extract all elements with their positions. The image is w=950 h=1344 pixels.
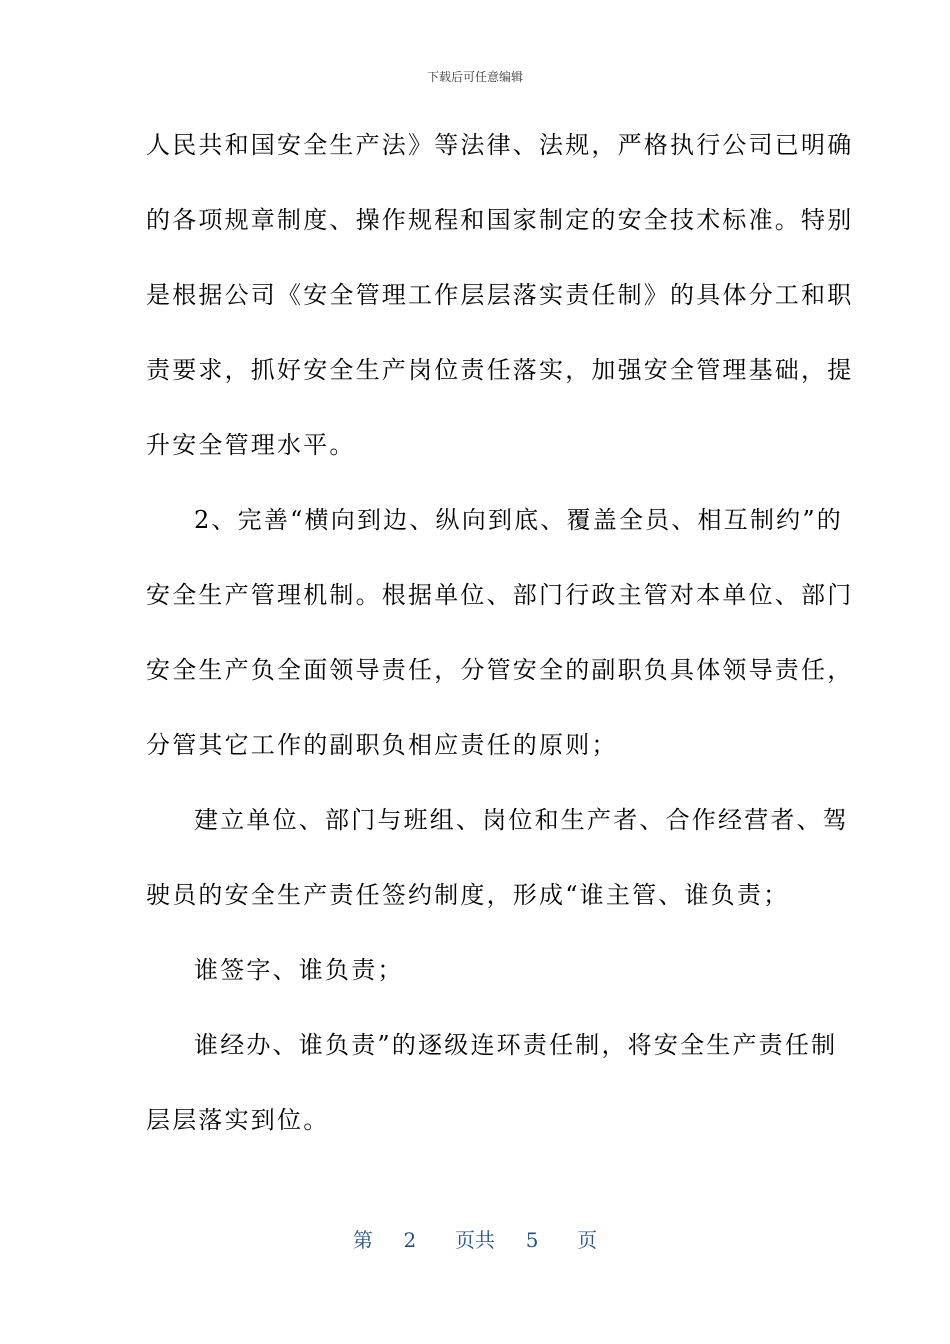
text-line: 安全生产管理机制。根据单位、部门行政主管对本单位、部门 (146, 581, 854, 609)
text-line: 的各项规章制度、操作规程和国家制定的安全技术标准。特别 (146, 206, 854, 234)
footer-ye: 页 (577, 1228, 598, 1252)
text-line: 层层落实到位。 (146, 1106, 330, 1134)
footer-page-number: 2 (403, 1228, 417, 1252)
footer-di: 第 (352, 1228, 373, 1252)
footer-total-pages: 5 (525, 1228, 539, 1252)
text-line: 建立单位、部门与班组、岗位和生产者、合作经营者、驾 (194, 806, 849, 834)
text-line: 驶员的安全生产责任签约制度，形成“谁主管、谁负责； (146, 881, 790, 909)
text-line: 分管其它工作的副职负相应责任的原则； (146, 731, 618, 759)
document-body (146, 108, 854, 1158)
text-line: 2、完善“横向到边、纵向到底、覆盖全员、相互制约”的 (194, 506, 844, 534)
text-line: 责要求，抓好安全生产岗位责任落实，加强安全管理基础，提 (146, 356, 854, 384)
page-number-footer (0, 1224, 950, 1253)
text-line: 谁经办、谁负责”的逐级连环责任制，将安全生产责任制 (194, 1031, 838, 1059)
footer-ye-gong: 页共 (455, 1228, 495, 1252)
text-line: 升安全管理水平。 (146, 431, 356, 459)
header-note: 下载后可任意编辑 (426, 70, 523, 84)
text-line: 是根据公司《安全管理工作层层落实责任制》的具体分工和职 (146, 281, 854, 309)
text-line: 安全生产负全面领导责任，分管安全的副职负具体领导责任， (146, 656, 854, 684)
text-line: 人民共和国安全生产法》等法律、法规，严格执行公司已明确 (146, 131, 854, 159)
text-line: 谁签字、谁负责； (194, 956, 404, 984)
